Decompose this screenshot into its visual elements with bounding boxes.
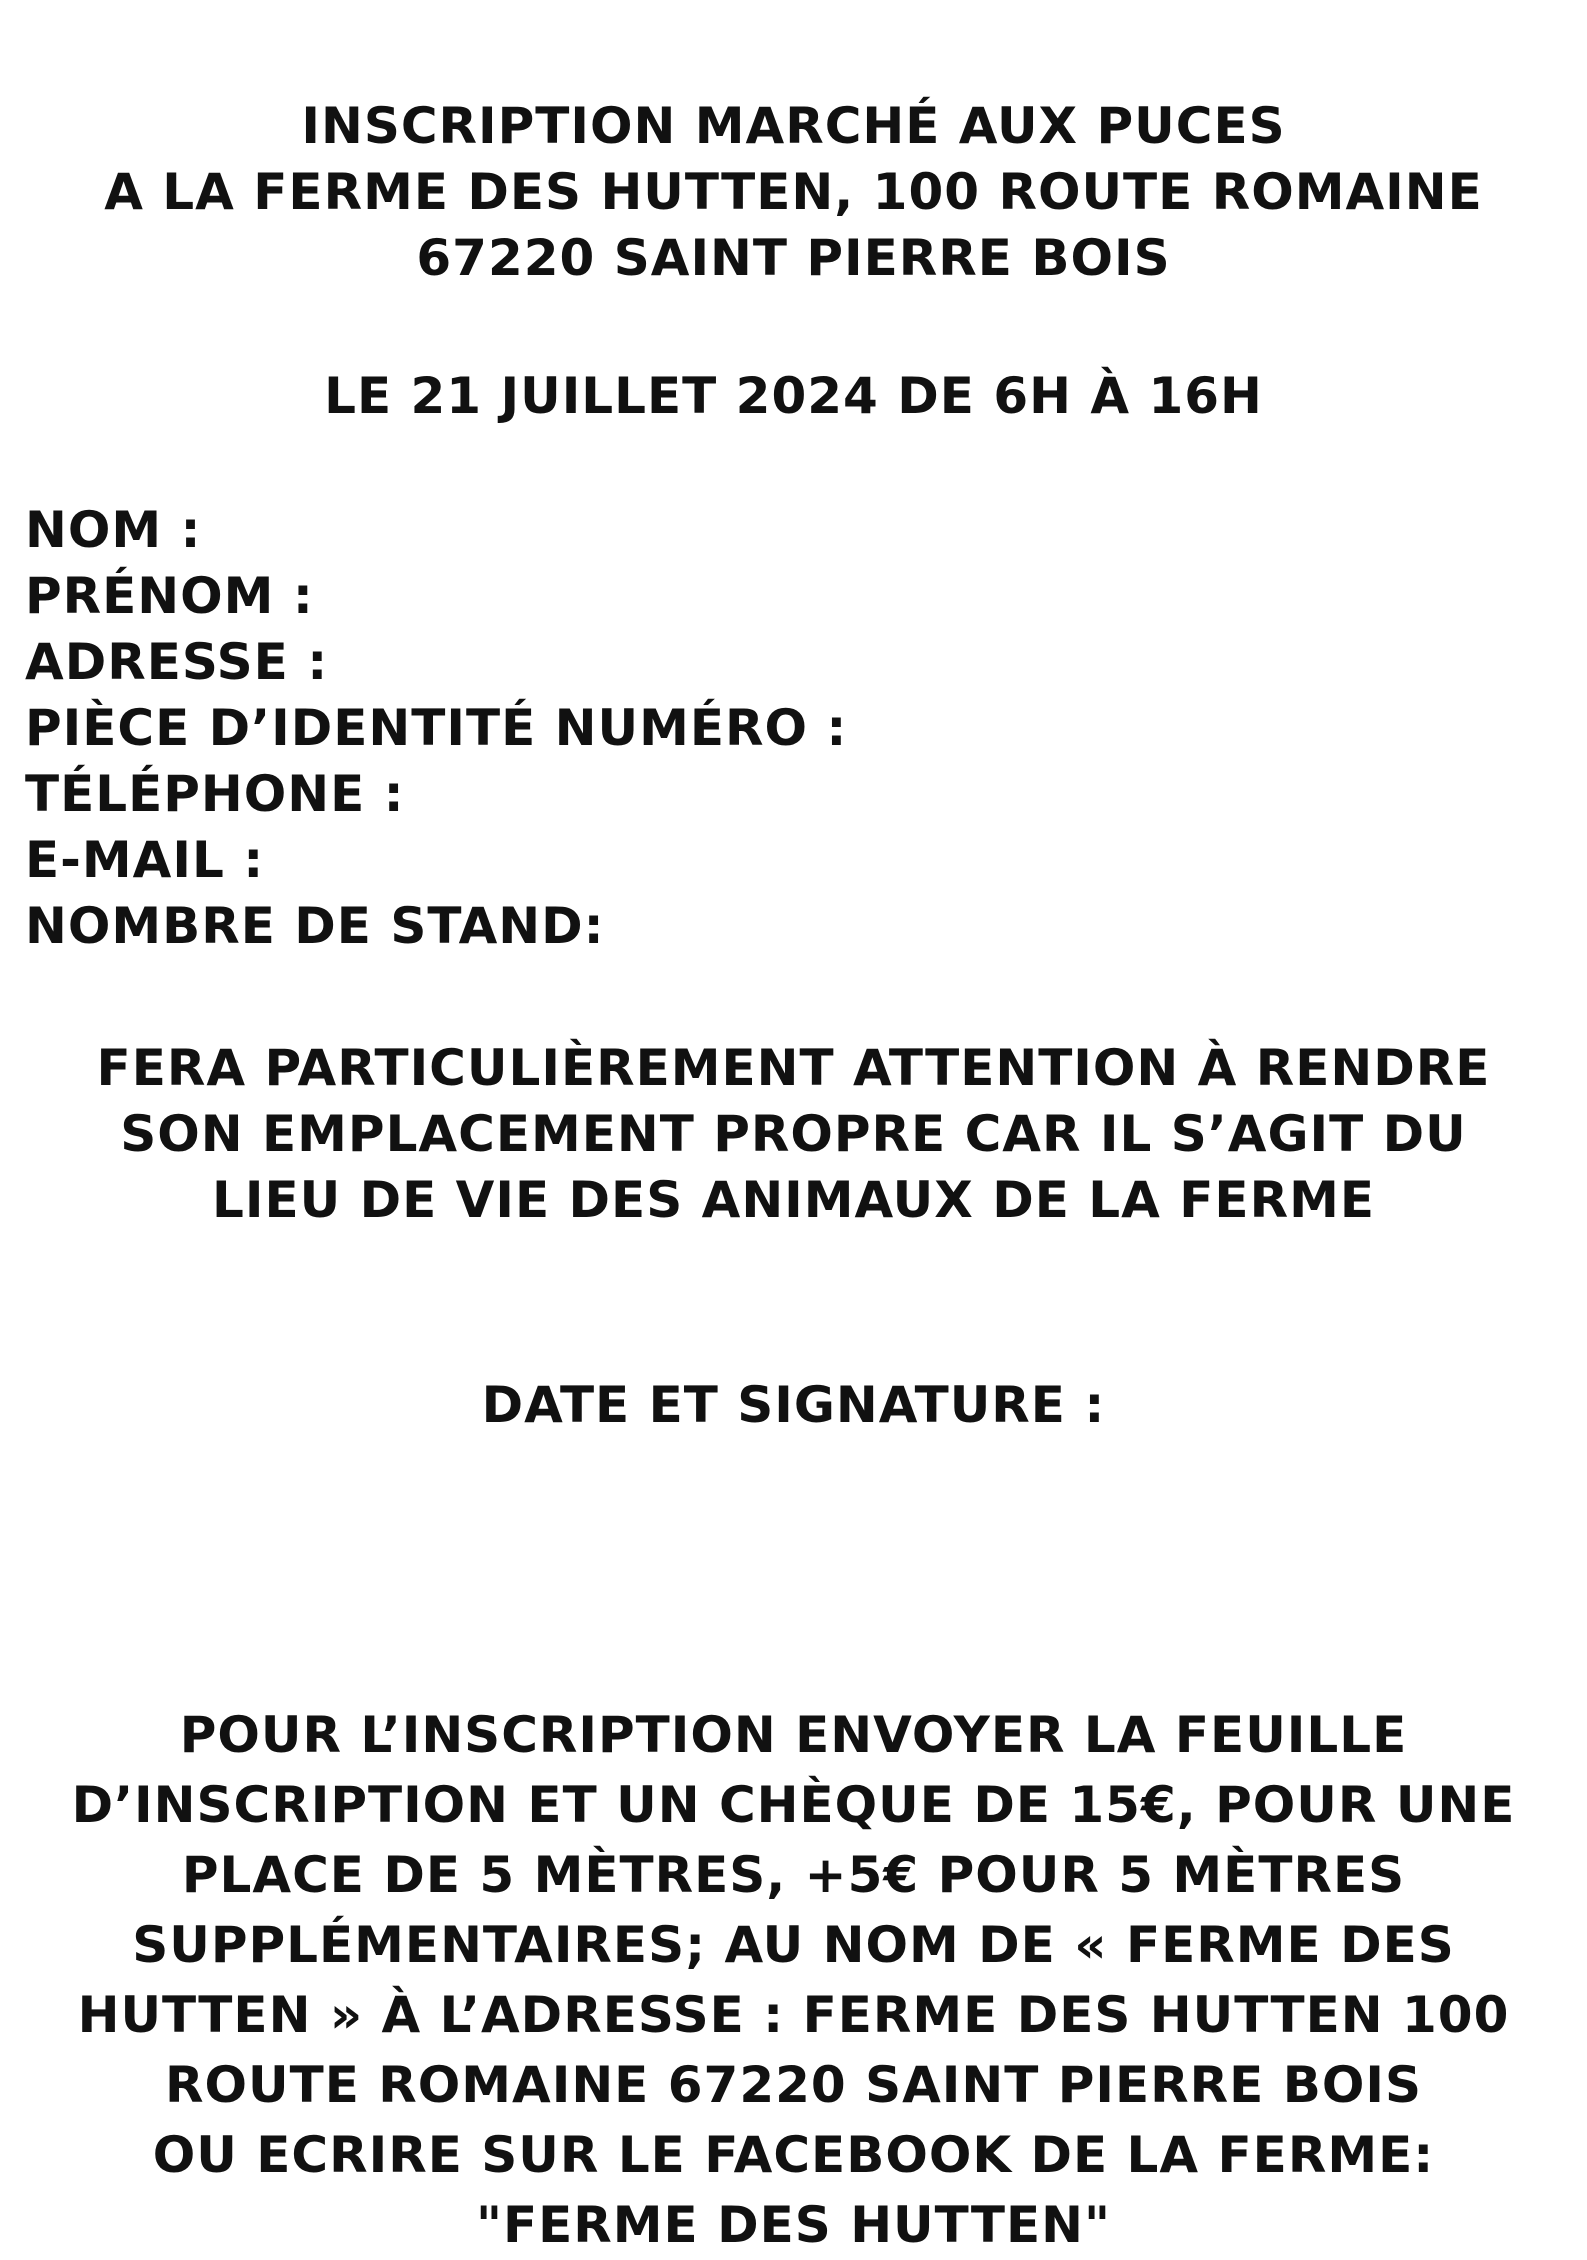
- notice-line: SON EMPLACEMENT PROPRE CAR IL S’AGIT DU: [120, 1105, 1467, 1163]
- field-label-email: E-MAIL :: [25, 831, 265, 889]
- field-label-nombre-stand: NOMBRE DE STAND:: [25, 897, 605, 955]
- header-title: INSCRIPTION MARCHÉ AUX PUCES: [301, 97, 1286, 155]
- instruction-line: OU ECRIRE SUR LE FACEBOOK DE LA FERME:: [152, 2126, 1435, 2184]
- field-label-adresse: ADRESSE :: [25, 633, 329, 691]
- form-header: [0, 93, 1587, 291]
- event-date: [0, 363, 1587, 429]
- header-town: 67220 SAINT PIERRE BOIS: [416, 229, 1171, 287]
- instruction-line: HUTTEN » À L’ADRESSE : FERME DES HUTTEN 100: [77, 1986, 1510, 2044]
- registration-instructions: [0, 1700, 1587, 2260]
- instruction-line: PLACE DE 5 MÈTRES, +5€ POUR 5 MÈTRES: [181, 1846, 1406, 1904]
- signature-label: DATE ET SIGNATURE :: [481, 1376, 1106, 1434]
- field-label-prenom: PRÉNOM :: [25, 567, 314, 625]
- instruction-line: "FERME DES HUTTEN": [475, 2196, 1112, 2254]
- notice-line: LIEU DE VIE DES ANIMAUX DE LA FERME: [211, 1171, 1375, 1229]
- signature-section: [0, 1372, 1587, 1438]
- instruction-line: SUPPLÉMENTAIRES; AU NOM DE « FERME DES: [132, 1916, 1455, 1974]
- instruction-line: POUR L’INSCRIPTION ENVOYER LA FEUILLE: [179, 1706, 1408, 1764]
- instruction-line: ROUTE ROMAINE 67220 SAINT PIERRE BOIS: [165, 2056, 1422, 2114]
- notice-line: FERA PARTICULIÈREMENT ATTENTION À RENDRE: [96, 1039, 1491, 1097]
- field-label-piece-identite: PIÈCE D’IDENTITÉ NUMÉRO :: [25, 699, 848, 757]
- event-date-text: LE 21 JUILLET 2024 DE 6H À 16H: [324, 367, 1263, 425]
- cleanliness-notice: [0, 1035, 1587, 1233]
- field-label-nom: NOM :: [25, 501, 202, 559]
- header-location: A LA FERME DES HUTTEN, 100 ROUTE ROMAINE: [104, 163, 1483, 221]
- form-fields: [25, 497, 1525, 959]
- instruction-line: D’INSCRIPTION ET UN CHÈQUE DE 15€, POUR UNE: [71, 1776, 1516, 1834]
- field-label-telephone: TÉLÉPHONE :: [25, 765, 405, 823]
